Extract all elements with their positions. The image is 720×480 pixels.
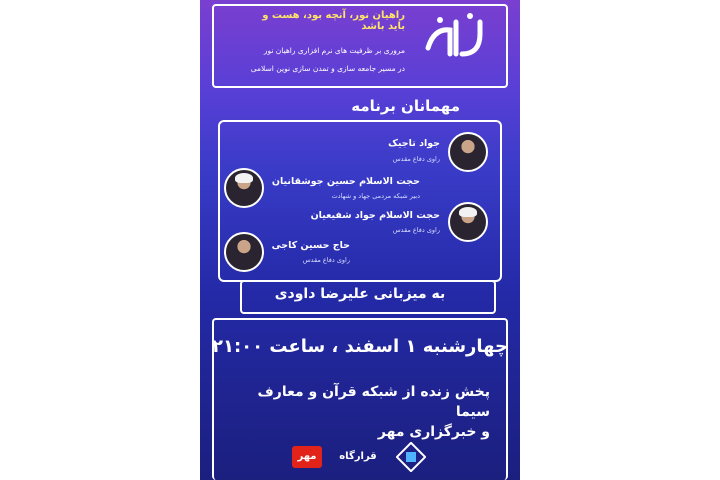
guest-avatar xyxy=(224,168,264,208)
guest-role: راوی دفاع مقدس xyxy=(392,226,440,234)
description-line-1: مروری بر ظرفیت های نرم افزاری راهیان نور xyxy=(263,46,405,55)
guest-name: حجت الاسلام جواد شفیعیان xyxy=(310,210,440,221)
guest-name: حاج حسین کاجی xyxy=(271,240,350,251)
qarargah-footer-logo-text: قرارگاه xyxy=(339,451,377,462)
qarargah-footer-logo xyxy=(336,444,380,470)
broadcast-line-2: و خبرگزاری مهر xyxy=(377,424,490,440)
guest-name: جواد تاجیک xyxy=(388,138,440,149)
event-datetime: چهارشنبه ۱ اسفند ، ساعت ۲۱:۰۰ xyxy=(211,336,508,357)
broadcast-line-1: پخش زنده از شبکه قرآن و معارف سیما xyxy=(257,384,490,420)
broadcast-info xyxy=(230,382,490,442)
footer-logos xyxy=(292,440,432,474)
guest-avatar xyxy=(448,202,488,242)
guest-avatar xyxy=(224,232,264,272)
event-poster xyxy=(200,0,520,480)
section-title: مهمانان برنامه xyxy=(351,97,460,115)
quran-network-logo-icon xyxy=(396,442,426,472)
guest-name: حجت الاسلام حسین جوشقانیان xyxy=(271,176,420,187)
mehr-logo-text: مهر xyxy=(297,451,317,462)
guest-role: راوی دفاع مقدس xyxy=(302,256,350,264)
guest-role: دبیر شبکه مردمی جهاد و شهادت xyxy=(331,192,420,200)
mehr-logo xyxy=(292,446,322,468)
guest-avatar xyxy=(448,132,488,172)
guest-role: راوی دفاع مقدس xyxy=(392,155,440,163)
qarargah-logo-icon xyxy=(420,8,492,68)
host-line: به میزبانی علیرضا داودی xyxy=(274,286,446,302)
tagline: راهیان نور، آنچه بود، هست و باید باشد xyxy=(262,10,405,32)
description-line-2: در مسیر جامعه سازی و تمدن سازی نوین اسلامی xyxy=(250,64,405,73)
